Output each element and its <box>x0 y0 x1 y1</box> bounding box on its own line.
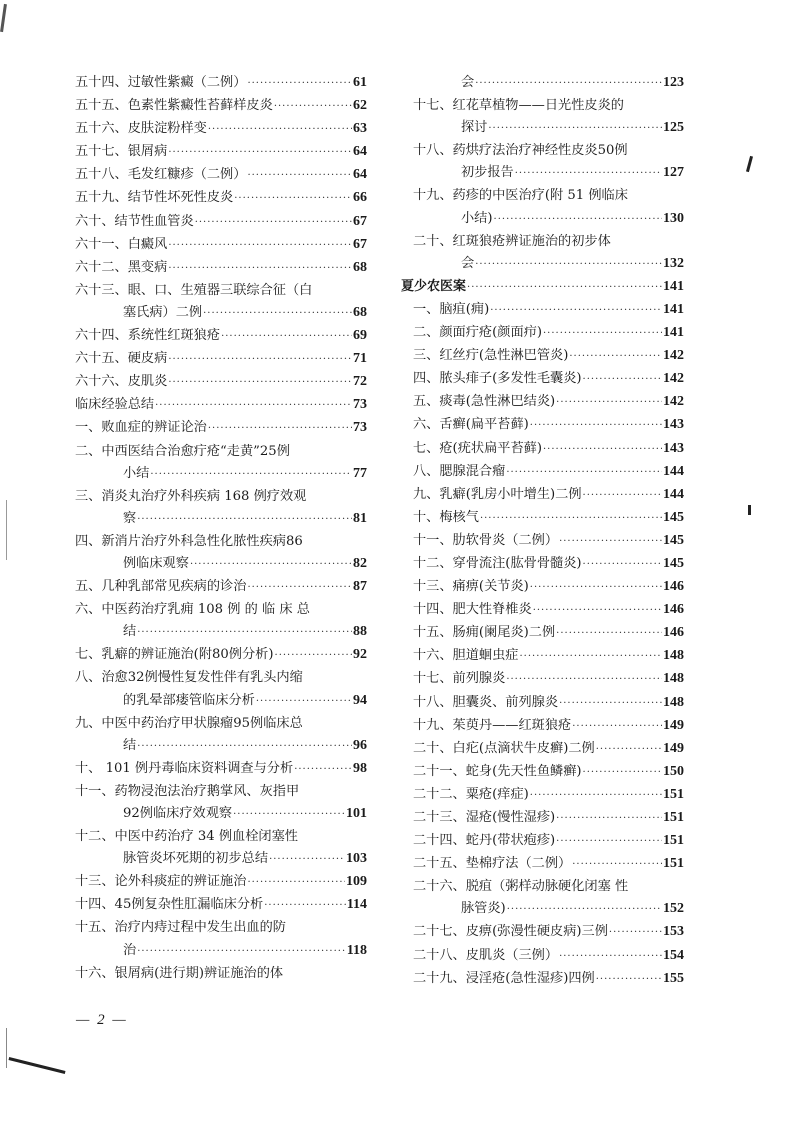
toc-entry <box>75 531 367 576</box>
toc-page-number: 144 <box>663 486 684 502</box>
toc-entry <box>75 95 367 118</box>
toc-entry <box>401 438 684 461</box>
toc-page-number: 62 <box>353 98 367 114</box>
toc-entry-title: 五十五、色素性紫癜性苔藓样皮炎 <box>75 98 273 114</box>
toc-entry-title: 二十、白疕(点滴状牛皮癣)二例 <box>413 740 595 756</box>
leader-dots <box>247 872 345 894</box>
toc-entry-title: 结 <box>123 624 137 640</box>
toc-page-number: 146 <box>663 602 684 618</box>
toc-page-number: 145 <box>663 509 684 525</box>
leader-dots <box>556 392 662 414</box>
toc-section-heading <box>401 276 684 299</box>
toc-entry-title: 一、脑疽(痈) <box>413 301 490 317</box>
toc-entry <box>75 667 367 712</box>
leader-dots <box>572 716 662 738</box>
toc-entry <box>75 599 367 644</box>
toc-entry <box>401 715 684 738</box>
toc-entry-title: 五、几种乳部常见疾病的诊治 <box>75 579 247 595</box>
toc-entry <box>401 622 684 645</box>
toc-entry-title: 二十九、浸淫疮(急性湿疹)四例 <box>413 970 595 986</box>
toc-page-number: 109 <box>346 874 367 890</box>
toc-page-number: 155 <box>663 970 684 986</box>
leader-dots <box>195 212 352 234</box>
toc-page-number: 125 <box>663 120 684 136</box>
toc-page-number: 67 <box>353 236 367 252</box>
leader-dots <box>155 395 352 417</box>
toc-page-number: 148 <box>663 694 684 710</box>
leader-dots <box>168 372 352 394</box>
toc-entry-title: 脉管炎坏死期的初步总结 <box>123 851 269 867</box>
toc-entry <box>75 280 367 325</box>
toc-entry <box>401 95 684 140</box>
toc-page-number: 114 <box>346 897 367 913</box>
toc-entry-title: 六、中医药治疗乳痈 108 例 的 临 床 总 <box>75 602 310 618</box>
scan-line-left-1 <box>6 500 7 560</box>
toc-entry-title: 小结 <box>123 465 150 481</box>
leader-dots <box>475 254 662 276</box>
toc-entry-title: 治 <box>123 942 137 958</box>
toc-entry <box>401 414 684 437</box>
toc-page-number: 63 <box>353 121 367 137</box>
toc-entry-title: 三、红丝疔(急性淋巴管炎) <box>413 348 569 364</box>
toc-entry-title: 小结) <box>461 210 493 226</box>
toc-page-number: 150 <box>663 763 684 779</box>
toc-entry <box>75 141 367 164</box>
leader-dots <box>490 300 662 322</box>
toc-entry-title: 二十三、湿疮(慢性湿疹) <box>413 810 556 825</box>
leader-dots <box>494 209 662 231</box>
toc-page-number: 145 <box>663 532 684 548</box>
toc-entry-title: 四、新消片治疗外科急性化脓性疾病86 <box>75 533 303 549</box>
toc-entry <box>401 368 684 391</box>
leader-dots <box>520 646 663 668</box>
toc-entry <box>401 507 684 530</box>
leader-dots <box>543 323 662 345</box>
toc-entry <box>401 345 684 368</box>
toc-entry-title: 十五、治疗内痔过程中发生出血的防 <box>75 920 286 936</box>
toc-entry-title: 九、中医中药治疗甲状腺瘤95例临床总 <box>75 715 303 731</box>
toc-entry-title: 七、疮(疣状扁平苔藓) <box>413 440 542 456</box>
toc-entry-title: 二十四、蛇丹(带状疱疹) <box>413 833 556 849</box>
leader-dots <box>530 785 662 807</box>
toc-entry <box>401 391 684 414</box>
scan-mark-top-left <box>0 4 7 32</box>
leader-dots <box>530 415 662 437</box>
toc-entry <box>75 441 367 486</box>
leader-dots <box>556 808 662 830</box>
toc-page-number: 123 <box>663 75 684 90</box>
leader-dots <box>506 669 662 691</box>
toc-entry <box>401 945 684 968</box>
toc-entry <box>75 758 367 781</box>
toc-page-number: 144 <box>663 463 684 479</box>
toc-page-number: 64 <box>353 167 367 183</box>
toc-entry <box>75 871 367 894</box>
toc-entry-title: 二十八、皮肌炎（三例） <box>413 947 559 963</box>
toc-page-number: 149 <box>663 717 684 733</box>
toc-entry-title: 五十六、皮肤淀粉样变 <box>75 121 207 137</box>
scan-line-left-2 <box>6 1028 7 1068</box>
toc-entry <box>75 394 367 417</box>
toc-entry-title: 二、中西医结合治愈疔疮“走黄”25例 <box>75 443 290 459</box>
leader-dots <box>543 439 662 461</box>
toc-entry <box>401 853 684 876</box>
toc-entry-title: 脉管炎) <box>461 901 506 917</box>
toc-entry-title: 二十、红斑狼疮辨证施治的初步体 <box>413 233 611 249</box>
toc-page-number: 149 <box>663 740 684 756</box>
toc-page-number: 98 <box>353 760 367 776</box>
toc-entry <box>75 576 367 599</box>
toc-entry-title: 十四、45例复杂性肛漏临床分析 <box>75 897 264 913</box>
leader-dots <box>208 119 352 141</box>
toc-entry <box>75 713 367 758</box>
toc-entry <box>401 761 684 784</box>
toc-entry <box>401 668 684 691</box>
toc-entry-title: 十、 101 例丹毒临床资料调查与分析 <box>75 760 294 776</box>
toc-entry <box>401 692 684 715</box>
toc-entry-title: 十一、药物浸泡法治疗鹅掌风、灰指甲 <box>75 783 300 799</box>
toc-entry <box>401 322 684 345</box>
scan-mark-right-1 <box>746 156 753 172</box>
toc-page-number: 71 <box>353 351 367 367</box>
toc-page-number: 154 <box>663 947 684 963</box>
toc-entry <box>401 299 684 322</box>
leader-dots <box>294 759 352 781</box>
toc-entry-title: 十二、穿骨流注(肱骨骨髓炎) <box>413 555 582 571</box>
toc-entry-title: 会 <box>461 255 475 271</box>
toc-entry-title: 十五、肠痈(阑尾炎)二例 <box>413 625 556 641</box>
toc-page-number: 96 <box>353 737 367 753</box>
toc-entry <box>75 371 367 394</box>
toc-page-number: 142 <box>663 371 684 387</box>
leader-dots <box>506 462 662 484</box>
toc-entry <box>75 486 367 531</box>
toc-page-number: 61 <box>353 75 367 90</box>
toc-entry-title: 二、颜面疔疮(颜面疖) <box>413 325 542 341</box>
leader-dots <box>609 922 662 944</box>
toc-entry-title: 92例临床疗效观察 <box>123 806 233 821</box>
toc-entry-title: 三、消炎丸治疗外科疾病 168 例疗效观 <box>75 488 307 504</box>
leader-dots <box>168 142 352 164</box>
toc-entry <box>75 348 367 371</box>
leader-dots <box>233 804 345 826</box>
toc-entry <box>75 417 367 440</box>
toc-entry <box>75 963 367 985</box>
toc-entry <box>401 530 684 553</box>
toc-entry-title: 十二、中医中药治疗 34 例血栓闭塞性 <box>75 829 298 845</box>
toc-entry-title: 五十九、结节性坏死性皮炎 <box>75 190 234 206</box>
toc-entry-title: 十九、茱萸丹——红斑狼疮 <box>413 717 572 733</box>
leader-dots <box>208 418 352 440</box>
toc-entry-title: 会 <box>461 75 475 90</box>
toc-page-number: 142 <box>663 394 684 410</box>
toc-page-number: 146 <box>663 625 684 641</box>
toc-page-number: 94 <box>353 692 367 708</box>
toc-entry <box>401 599 684 622</box>
toc-page-number: 87 <box>353 579 367 595</box>
leader-dots <box>475 73 662 95</box>
toc-entry <box>401 553 684 576</box>
leader-dots <box>583 369 662 391</box>
toc-entry-title: 十三、痛痹(关节炎) <box>413 579 529 595</box>
scan-mark-right-2 <box>748 505 751 515</box>
toc-right-column <box>401 72 684 991</box>
toc-entry <box>75 164 367 187</box>
toc-entry-title: 八、腮腺混合瘤 <box>413 463 506 479</box>
toc-entry-title: 七、乳癖的辨证施治(附80例分析) <box>75 647 274 663</box>
toc-entry <box>401 231 684 276</box>
toc-entry <box>401 876 684 921</box>
toc-page-number: 67 <box>353 213 367 229</box>
toc-entry-title: 五十四、过敏性紫癜（二例） <box>75 75 247 90</box>
toc-page-number: 130 <box>663 210 684 226</box>
leader-dots <box>275 645 352 667</box>
toc-page-number: 82 <box>353 555 367 571</box>
toc-entry-title: 二十七、皮痹(弥漫性硬皮病)三例 <box>413 924 608 940</box>
toc-page-number: 127 <box>663 165 684 181</box>
leader-dots <box>264 895 346 917</box>
leader-dots <box>530 577 662 599</box>
toc-entry-title: 六十、结节性血管炎 <box>75 213 194 229</box>
leader-dots <box>221 326 352 348</box>
leader-dots <box>559 693 662 715</box>
toc-entry-title: 十八、药烘疗法治疗神经性皮炎50例 <box>413 143 628 159</box>
toc-page-number: 151 <box>663 810 684 825</box>
toc-page-number: 153 <box>663 924 684 940</box>
toc-entry-title: 十六、胆道蛔虫症 <box>413 648 519 664</box>
leader-dots <box>190 554 352 576</box>
toc-entry <box>75 917 367 962</box>
toc-entry-title: 初步报告 <box>461 165 514 181</box>
toc-entry-title: 十七、前列腺炎 <box>413 671 506 687</box>
toc-page-number: 103 <box>346 851 367 867</box>
toc-page-number: 146 <box>663 579 684 595</box>
toc-page-number: 81 <box>353 510 367 526</box>
toc-entry <box>401 576 684 599</box>
toc-page-number: 132 <box>663 255 684 271</box>
toc-entry <box>401 461 684 484</box>
toc-entry-title: 塞氏病）二例 <box>123 304 203 320</box>
toc-page-number: 101 <box>346 806 367 821</box>
toc-entry-title: 十一、肋软骨炎（二例） <box>413 532 559 548</box>
toc-entry <box>75 211 367 234</box>
leader-dots <box>256 691 352 713</box>
leader-dots <box>583 554 662 576</box>
toc-page-number: 72 <box>353 374 367 390</box>
toc-page-number: 143 <box>663 440 684 456</box>
toc-entry-title: 二十六、脱疽（粥样动脉硬化闭塞 性 <box>413 879 629 895</box>
toc-entry <box>401 968 684 991</box>
leader-dots <box>168 235 352 257</box>
leader-dots <box>168 349 352 371</box>
toc-entry <box>401 185 684 230</box>
leader-dots <box>572 854 662 876</box>
leader-dots <box>559 531 662 553</box>
leader-dots <box>533 600 662 622</box>
toc-page-number: 64 <box>353 144 367 160</box>
toc-entry <box>401 645 684 668</box>
toc-entry-title: 四、脓头痱子(多发性毛囊炎) <box>413 371 582 387</box>
toc-page-number: 73 <box>353 397 367 413</box>
toc-entry-title: 十三、论外科痰症的辨证施治 <box>75 874 247 890</box>
toc-entry-title: 八、治愈32例慢性复发性伴有乳头内缩 <box>75 670 303 686</box>
toc-entry-title: 五十八、毛发红糠疹（二例） <box>75 167 247 183</box>
leader-dots <box>137 941 346 963</box>
toc-entry-title: 夏少农医案 <box>401 278 467 294</box>
toc-entry-title: 六十一、白癜风 <box>75 236 168 252</box>
toc-entry <box>75 234 367 257</box>
toc-page-number: 118 <box>346 942 367 958</box>
toc-entry-title: 六十二、黑变病 <box>75 259 168 275</box>
toc-page-number: 151 <box>663 786 684 802</box>
toc-entry <box>401 738 684 761</box>
toc-entry <box>75 118 367 141</box>
leader-dots <box>467 277 662 299</box>
leader-dots <box>488 118 662 140</box>
toc-entry-title: 十九、药疹的中医治疗(附 51 例临床 <box>413 188 628 204</box>
toc-entry-title: 临床经验总结 <box>75 397 155 413</box>
leader-dots <box>583 762 662 784</box>
toc-page-number: 66 <box>353 190 367 206</box>
leader-dots <box>596 969 662 991</box>
toc-page-number: 145 <box>663 555 684 571</box>
toc-entry <box>401 807 684 830</box>
toc-page-number: 151 <box>663 856 684 872</box>
leader-dots <box>556 831 662 853</box>
toc-entry-title: 九、乳癖(乳房小叶增生)二例 <box>413 486 582 502</box>
leader-dots <box>583 485 662 507</box>
scan-smudge-bottom-left <box>8 1057 65 1074</box>
toc-page-number: 68 <box>353 259 367 275</box>
toc-entry-title: 十、梅核气 <box>413 509 479 525</box>
toc-entry-title: 十八、胆囊炎、前列腺炎 <box>413 694 559 710</box>
toc-entry-title: 探讨 <box>461 120 488 136</box>
leader-dots <box>247 165 352 187</box>
toc-page-number: 151 <box>663 833 684 849</box>
toc-page-number: 148 <box>663 671 684 687</box>
leader-dots <box>247 73 352 95</box>
toc-entry-title: 五、痰毒(急性淋巴结炎) <box>413 394 556 410</box>
toc-page-number: 143 <box>663 417 684 433</box>
toc-entry <box>401 784 684 807</box>
leader-dots <box>480 508 662 530</box>
toc-entry <box>75 894 367 917</box>
toc-page-number: 73 <box>353 420 367 436</box>
toc-entry-title: 六十四、系统性红斑狼疮 <box>75 328 221 344</box>
toc-entry-title: 结 <box>123 737 137 753</box>
leader-dots <box>150 464 352 486</box>
leader-dots <box>515 163 662 185</box>
leader-dots <box>596 739 662 761</box>
toc-entry-title: 五十七、银屑病 <box>75 144 168 160</box>
toc-entry-title: 一、败血症的辨证论治 <box>75 420 207 436</box>
toc-page-number: 69 <box>353 328 367 344</box>
toc-entry-title: 六十六、皮肌炎 <box>75 374 168 390</box>
toc-entry <box>401 140 684 185</box>
toc-left-column <box>75 72 367 985</box>
toc-entry-title: 六十五、硬皮病 <box>75 351 168 367</box>
leader-dots <box>247 577 352 599</box>
leader-dots <box>137 736 352 758</box>
toc-page-number: 77 <box>353 465 367 481</box>
toc-entry <box>401 921 684 944</box>
leader-dots <box>569 346 662 368</box>
toc-entry-title: 六、舌癣(扁平苔藓) <box>413 417 529 433</box>
toc-page-number: 68 <box>353 304 367 320</box>
toc-page-number: 141 <box>663 278 684 294</box>
toc-page-number: 142 <box>663 348 684 364</box>
toc-entry <box>75 325 367 348</box>
toc-entry <box>75 257 367 280</box>
toc-entry <box>75 72 367 95</box>
page-number: — 2 — <box>76 1012 128 1028</box>
leader-dots <box>269 849 345 871</box>
toc-page-number: 92 <box>353 647 367 663</box>
toc-entry-title: 察 <box>123 510 137 526</box>
leader-dots <box>137 509 352 531</box>
toc-page-number: 141 <box>663 325 684 341</box>
toc-entry-title: 六十三、眼、口、生殖器三联综合征（白 <box>75 282 313 298</box>
toc-entry <box>75 187 367 210</box>
toc-entry <box>75 826 367 871</box>
leader-dots <box>137 622 352 644</box>
toc-entry <box>401 830 684 853</box>
toc-entry-title: 十七、红花草植物——日光性皮炎的 <box>413 98 624 114</box>
toc-entry-title: 的乳晕部瘘管临床分析 <box>123 692 255 708</box>
leader-dots <box>507 899 662 921</box>
toc-entry-title: 二十一、蛇身(先天性鱼鳞癣) <box>413 763 582 779</box>
toc-entry-title: 十四、肥大性脊椎炎 <box>413 602 532 618</box>
leader-dots <box>234 188 352 210</box>
leader-dots <box>168 258 352 280</box>
toc-entry <box>401 484 684 507</box>
toc-page-number: 88 <box>353 624 367 640</box>
toc-entry <box>401 72 684 95</box>
toc-entry-title: 十六、银屑病(进行期)辨证施治的体 <box>75 965 284 981</box>
toc-page-number: 141 <box>663 301 684 317</box>
toc-entry <box>75 781 367 826</box>
toc-entry-title: 例临床观察 <box>123 555 189 571</box>
toc-page-number: 152 <box>663 901 684 917</box>
leader-dots <box>556 623 662 645</box>
leader-dots <box>203 303 352 325</box>
leader-dots <box>274 96 352 118</box>
toc-entry-title: 二十五、垫棉疗法（二例） <box>413 856 572 872</box>
toc-page-number: 148 <box>663 648 684 664</box>
toc-entry <box>75 644 367 667</box>
leader-dots <box>559 946 662 968</box>
toc-entry-title: 二十二、粟疮(痒症) <box>413 786 529 802</box>
